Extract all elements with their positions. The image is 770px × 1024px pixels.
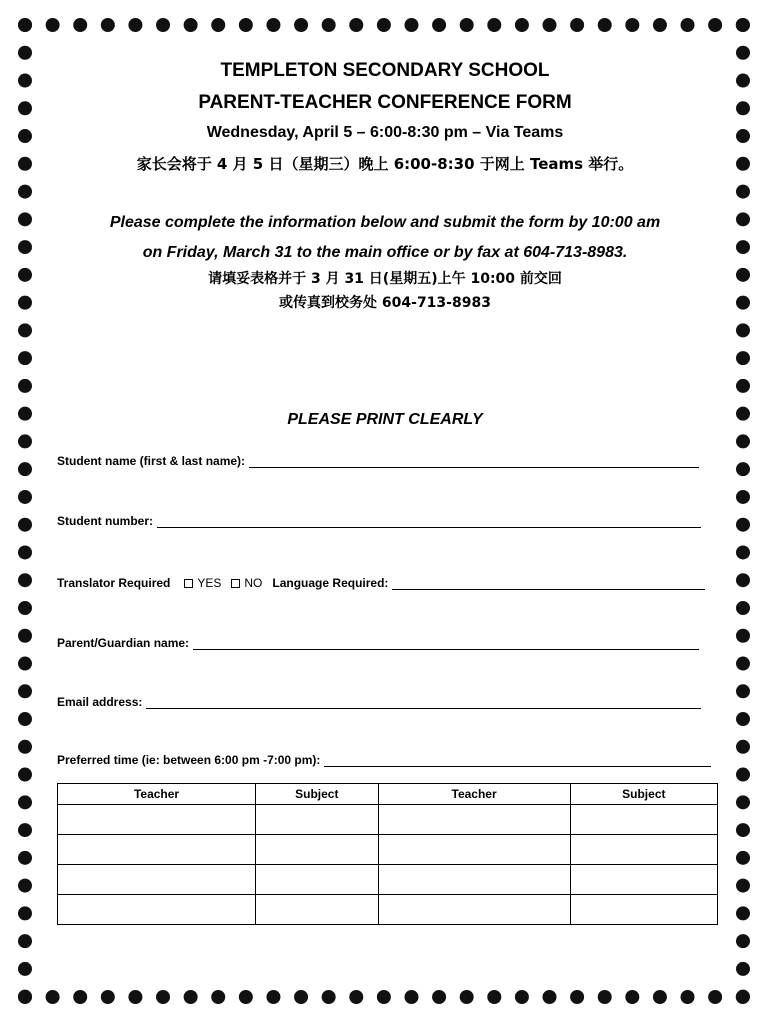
student-name-row <box>57 448 699 468</box>
table-cell[interactable] <box>256 835 379 865</box>
table-cell[interactable] <box>570 805 717 835</box>
email-row <box>57 689 701 709</box>
parent-name-label: Parent/Guardian name: <box>57 636 190 650</box>
table-row <box>58 835 718 865</box>
print-clearly-heading: PLEASE PRINT CLEARLY <box>287 411 483 428</box>
email-field[interactable] <box>146 694 701 709</box>
table-cell[interactable] <box>570 895 717 925</box>
instruction-line-1-zh: 请填妥表格并于 3 月 31 日(星期五)上午 10:00 前交回 <box>208 271 562 287</box>
table-cell[interactable] <box>256 895 379 925</box>
instruction-line-2: on Friday, March 31 to the main office or by fax at 604-713-8983. <box>142 244 628 261</box>
preferred-time-label: Preferred time (ie: between 6:00 pm -7:00 pm): <box>57 753 321 767</box>
table-row <box>58 805 718 835</box>
translator-row <box>57 570 705 590</box>
language-label: Language Required: <box>272 576 389 590</box>
table-cell[interactable] <box>58 835 256 865</box>
subject-column-header: Subject <box>570 784 717 805</box>
instruction-line-2-zh: 或传真到校务处 604-713-8983 <box>279 295 491 311</box>
preferred-time-field[interactable] <box>324 752 711 767</box>
teacher-column-header: Teacher <box>58 784 256 805</box>
instruction-line-1: Please complete the information below and submit the form by 10:00 am <box>109 214 661 231</box>
table-cell[interactable] <box>378 835 570 865</box>
teacher-subject-table <box>57 783 718 925</box>
form-title: PARENT-TEACHER CONFERENCE FORM <box>198 92 572 113</box>
subject-column-header: Subject <box>256 784 379 805</box>
translator-label: Translator Required <box>57 576 171 590</box>
student-name-label: Student name (first & last name): <box>57 454 246 468</box>
table-row <box>58 865 718 895</box>
table-cell[interactable] <box>378 805 570 835</box>
student-name-field[interactable] <box>249 453 699 468</box>
table-cell[interactable] <box>58 805 256 835</box>
table-header-row <box>58 784 718 805</box>
translator-no-label: NO <box>244 576 263 590</box>
translator-no-checkbox[interactable] <box>231 579 240 588</box>
translator-yes-checkbox[interactable] <box>184 579 193 588</box>
student-number-row <box>57 508 701 528</box>
language-field[interactable] <box>392 575 705 590</box>
parent-name-field[interactable] <box>193 635 699 650</box>
student-number-label: Student number: <box>57 514 153 528</box>
translator-yes-label: YES <box>197 576 222 590</box>
table-cell[interactable] <box>58 865 256 895</box>
table-cell[interactable] <box>256 805 379 835</box>
student-number-field[interactable] <box>157 513 701 528</box>
preferred-time-row <box>57 747 711 767</box>
event-date-line: Wednesday, April 5 – 6:00-8:30 pm – Via Teams <box>206 124 564 141</box>
table-cell[interactable] <box>570 835 717 865</box>
event-date-line-zh: 家长会将于 4 月 5 日（星期三）晚上 6:00-8:30 于网上 Teams 举行。 <box>136 155 634 173</box>
parent-name-row <box>57 630 699 650</box>
email-label: Email address: <box>57 695 143 709</box>
school-name: TEMPLETON SECONDARY SCHOOL <box>220 60 550 81</box>
table-row <box>58 895 718 925</box>
table-cell[interactable] <box>570 865 717 895</box>
teacher-column-header: Teacher <box>378 784 570 805</box>
translator-options <box>174 576 272 590</box>
table-cell[interactable] <box>256 865 379 895</box>
table-cell[interactable] <box>378 895 570 925</box>
table-cell[interactable] <box>58 895 256 925</box>
table-cell[interactable] <box>378 865 570 895</box>
